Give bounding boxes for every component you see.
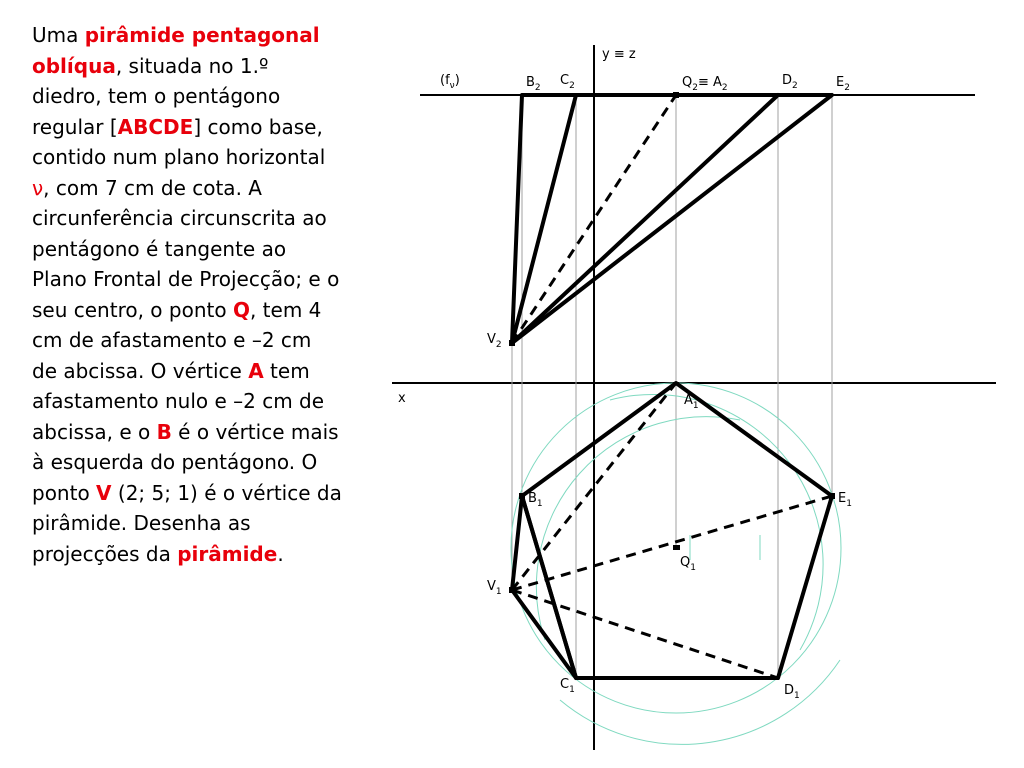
label-yz: y ≡ z xyxy=(602,47,636,62)
statement-highlight: V xyxy=(96,480,112,505)
label-a1: $A_1$ xyxy=(684,393,699,411)
e1-marker xyxy=(829,493,835,499)
horizontal-hidden-edges xyxy=(512,383,832,678)
statement-text: é o vértice mais à esquerda do pentágono. O ponto xyxy=(32,419,339,505)
construction-arc-bottom xyxy=(560,660,840,744)
label-b1: $B_1$ xyxy=(528,491,543,509)
pentagon-base-horizontal xyxy=(522,383,832,678)
label-c2: $C_2$ xyxy=(560,73,575,91)
edge-v1-e1-hidden xyxy=(512,496,832,590)
statement-text: , situada no 1.º diedro, tem o pentágono regular [ xyxy=(32,53,281,139)
a2-marker xyxy=(673,92,679,98)
label-d1: $D_1$ xyxy=(784,683,800,701)
label-q2-a2: $Q_2\equiv A_2$ xyxy=(682,75,728,93)
label-q1: $Q_1$ xyxy=(680,555,696,573)
construction-arc-right xyxy=(610,394,823,650)
label-b2: $B_2$ xyxy=(526,75,541,93)
edge-v2-d2 xyxy=(512,95,778,343)
label-fv: $(f_\nu)$ xyxy=(440,73,460,91)
statement-text: ] como base, contido num plano horizontal xyxy=(32,114,326,169)
statement-text: Uma xyxy=(32,23,85,47)
v2-marker xyxy=(509,340,515,346)
label-v1: $V_1$ xyxy=(487,579,502,597)
statement-highlight: A xyxy=(248,358,264,383)
edge-v1-c1 xyxy=(512,590,576,678)
label-x: x xyxy=(398,391,406,406)
construction-arc-left xyxy=(536,417,740,640)
q1-marker xyxy=(673,545,680,550)
statement-text: , com 7 cm de cota. A circunferência circunscrita ao pentágono é tangente ao Plano Frontal de Projecção; e o seu centro, o ponto xyxy=(32,175,340,322)
b1-marker xyxy=(519,493,525,499)
label-c1: $C_1$ xyxy=(560,677,575,695)
statement-highlight: B xyxy=(156,419,172,444)
statement-highlight: pirâmide pentagonal oblíqua xyxy=(32,23,320,78)
label-d2: $D_2$ xyxy=(782,73,798,91)
frontal-lateral-edges xyxy=(512,95,832,343)
statement-text: tem afastamento nulo e –2 cm de abcissa, e o xyxy=(32,358,325,444)
label-v2: $V_2$ xyxy=(487,332,502,350)
statement-highlight: ABCDE xyxy=(117,114,194,139)
statement-text: . xyxy=(277,541,284,566)
label-e1: $E_1$ xyxy=(838,491,852,509)
v1-marker xyxy=(509,587,515,593)
edge-v2-e2 xyxy=(512,95,832,343)
statement-text: (2; 5; 1) é o vértice da pirâmide. Desenha as projecções da xyxy=(32,480,342,566)
statement-text: , tem 4 cm de afastamento e –2 cm de abcissa. O vértice xyxy=(32,297,322,383)
statement-highlight: pirâmide xyxy=(177,541,278,566)
label-e2: $E_2$ xyxy=(836,75,850,93)
statement-highlight: ν xyxy=(32,175,44,200)
statement-highlight: Q xyxy=(232,297,250,322)
edge-v1-b1 xyxy=(512,496,522,590)
